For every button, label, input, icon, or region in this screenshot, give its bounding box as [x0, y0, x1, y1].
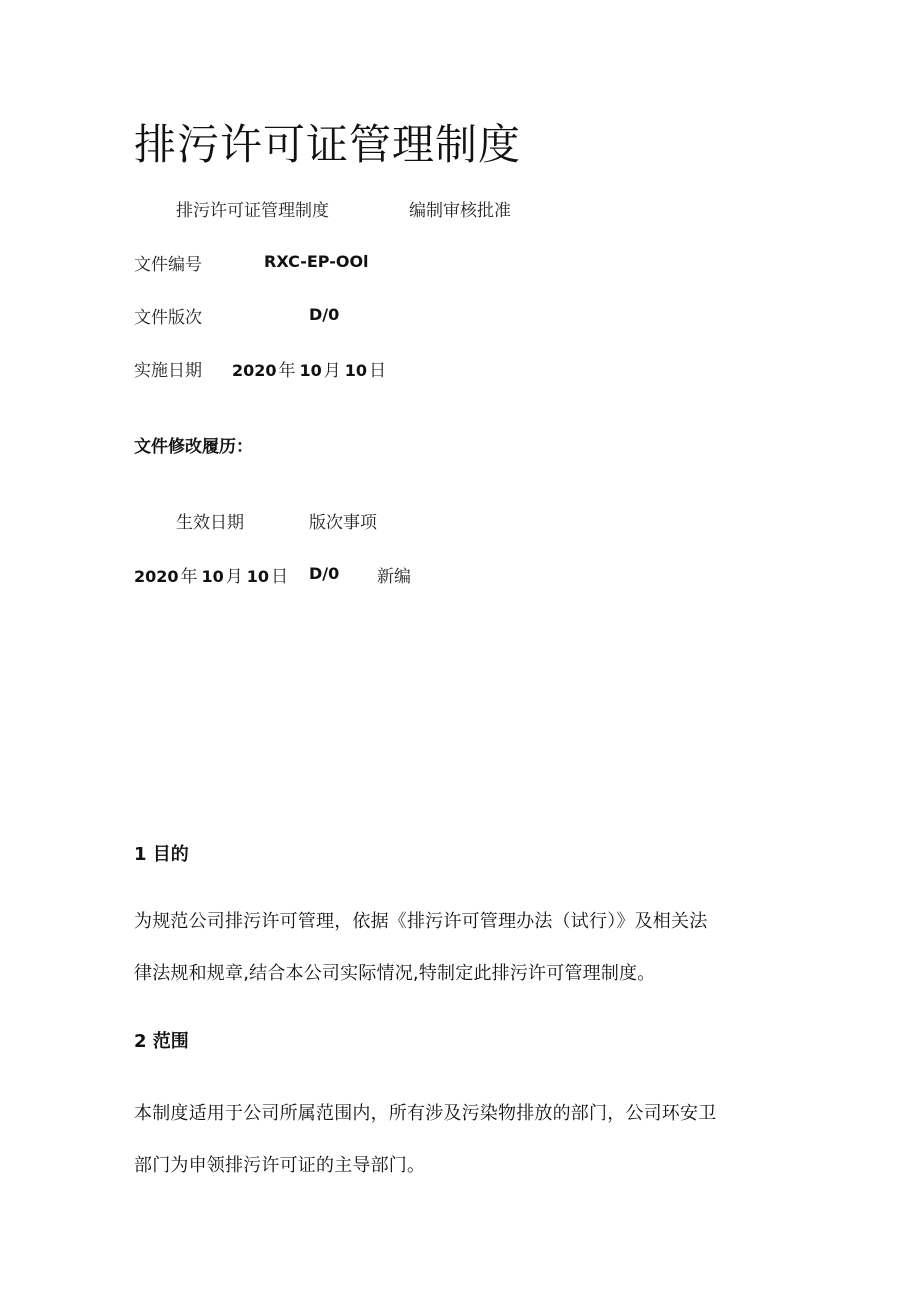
revision-col-date: 生效日期: [176, 513, 244, 533]
effective-date-month-unit: 月: [323, 361, 341, 381]
doc-number-value: RXC-EP-OOl: [264, 252, 369, 271]
revision-col-version: 版次事项: [309, 513, 377, 533]
revision-row-item: 新编: [377, 567, 411, 587]
effective-date-label: 实施日期: [134, 361, 202, 381]
effective-date-year-unit: 年: [278, 361, 296, 381]
page-title: 排污许可证管理制度: [134, 120, 522, 169]
section-heading-scope: 2 范围: [134, 1031, 189, 1052]
header-doc-name: 排污许可证管理制度: [176, 201, 329, 221]
revision-row-year: 2020: [134, 567, 179, 586]
revision-row-month-unit: 月: [225, 567, 243, 587]
doc-number-label: 文件编号: [134, 255, 202, 275]
effective-date-value: [232, 356, 386, 381]
effective-date-year: 2020: [232, 361, 277, 380]
doc-version-value: D/0: [309, 305, 340, 324]
revision-row-month: 10: [201, 567, 224, 586]
revision-row-year-unit: 年: [180, 567, 198, 587]
section-purpose-line-1: 为规范公司排污许可管理，依据《排污许可管理办法（试行）》及相关法: [134, 911, 708, 932]
effective-date-month: 10: [299, 361, 322, 380]
revision-history-heading: 文件修改履历：: [134, 437, 253, 457]
section-scope-line-2: 部门为申领排污许可证的主导部门。: [134, 1155, 426, 1176]
doc-version-label: 文件版次: [134, 308, 202, 328]
revision-row-day: 10: [246, 567, 270, 586]
section-purpose-line-2: 律法规和规章,结合本公司实际情况,特制定此排污许可管理制度。: [134, 963, 656, 984]
revision-row-version: D/0: [309, 564, 340, 583]
revision-row-day-unit: 日: [271, 567, 289, 587]
revision-row-date: [134, 562, 288, 587]
effective-date-day: 10: [344, 361, 368, 380]
section-scope-line-1: 本制度适用于公司所属范围内，所有涉及污染物排放的部门，公司环安卫: [134, 1103, 717, 1124]
header-approval-label: 编制审核批准: [409, 201, 511, 221]
effective-date-day-unit: 日: [369, 361, 387, 381]
section-heading-purpose: 1 目的: [134, 844, 189, 865]
